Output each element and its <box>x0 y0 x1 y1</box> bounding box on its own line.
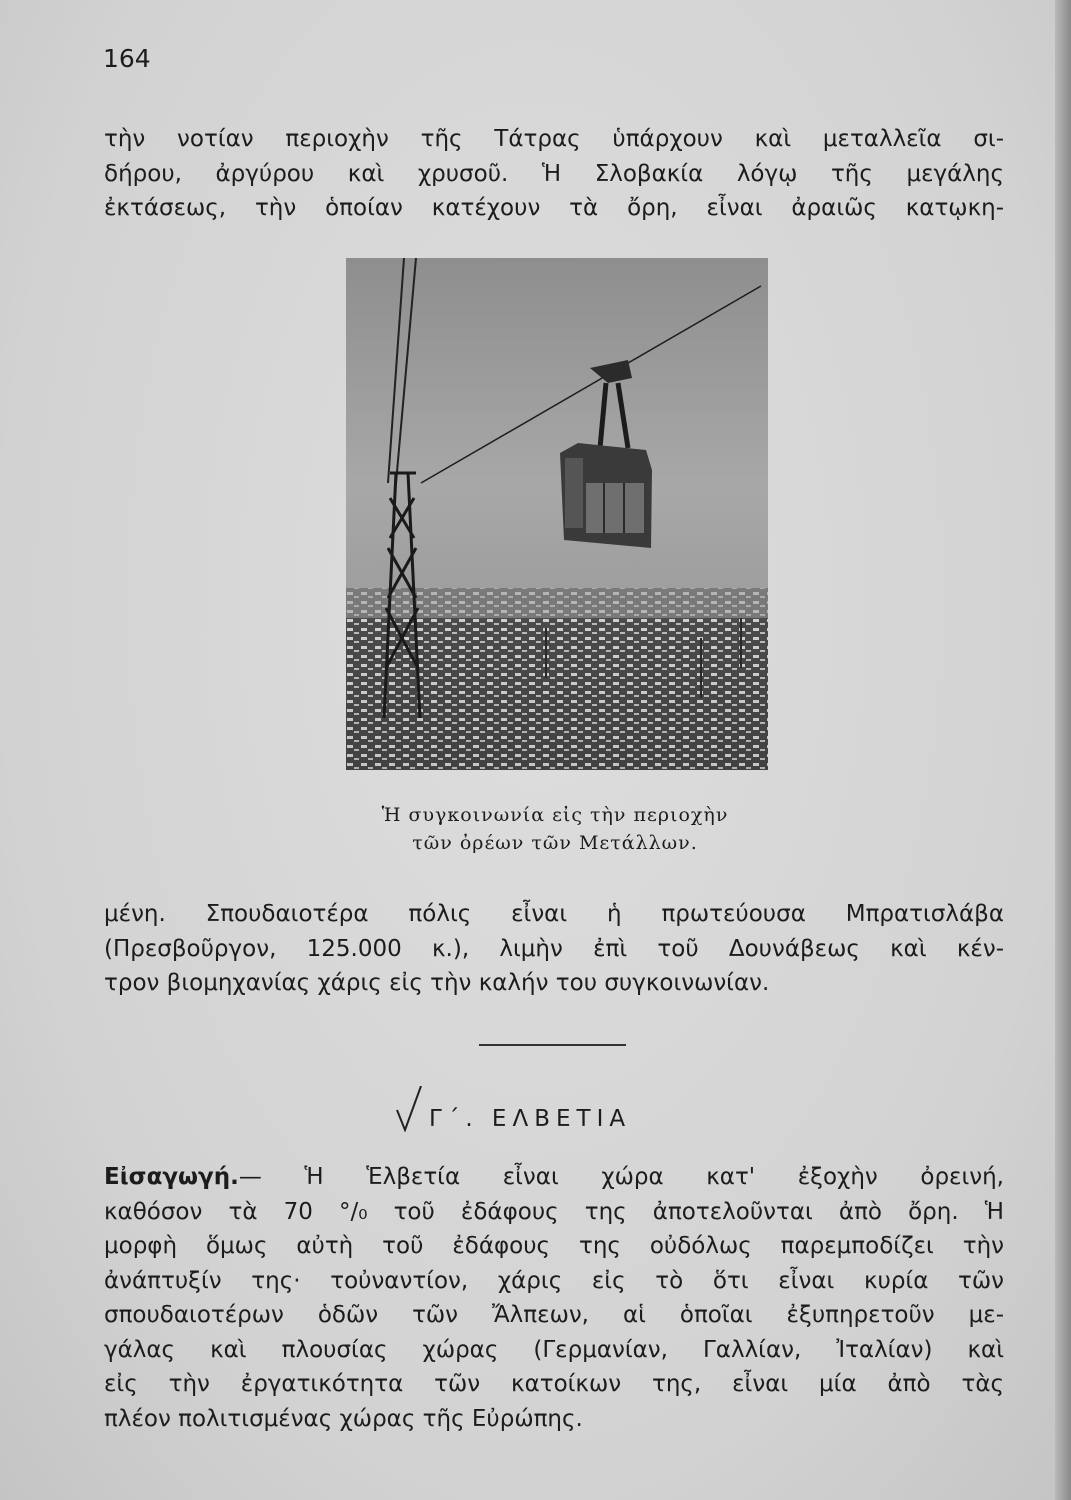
text-line <box>104 1160 1004 1195</box>
intro-lead: Εἰσαγωγή. <box>104 1164 239 1190</box>
intro-line-rest: — Ἡ Ἑλβετία εἶναι χώρα κατ' ἐξοχὴν ὀρεινή, <box>238 1164 1004 1190</box>
text-line: σπουδαιοτέρων ὁδῶν τῶν Ἄλπεων, αἱ ὁποῖαι ἐξυπηρετοῦν με- <box>104 1302 1004 1328</box>
text-line: τὴν νοτίαν περιοχὴν τῆς Τάτρας ὑπάρχουν καὶ μεταλλεῖα σι- <box>104 126 1004 152</box>
text-line: (Πρεσβοῦργον, 125.000 κ.), λιμὴν ἐπὶ τοῦ Δουνάβεως καὶ κέν- <box>104 935 1004 962</box>
text-line: ἀνάπτυξίν της· τοὐναντίον, χάρις εἰς τὸ ὅτι εἶναι κυρία τῶν <box>104 1267 1004 1294</box>
text-line: γάλας καὶ πλουσίας χώρας (Γερμανίαν, Γαλλίαν, Ἰταλίαν) καὶ <box>104 1336 1004 1363</box>
cable-car-illustration <box>346 258 768 770</box>
book-spine-shadow <box>1055 0 1071 1500</box>
cable-car-photo <box>346 258 768 770</box>
text-line: καθόσον τὰ 70 °/₀ τοῦ ἐδάφους της ἀποτελοῦνται ἀπὸ ὄρη. Ἡ <box>104 1198 1004 1225</box>
text-line: μορφὴ ὅμως αὐτὴ τοῦ ἐδάφους της οὐδόλως παρεμποδίζει τὴν <box>104 1233 1004 1259</box>
paragraph-switzerland <box>104 1160 1004 1436</box>
section-divider <box>479 1044 626 1046</box>
text-line: πλέον πολιτισμένας χώρας τῆς Εὐρώπης. <box>104 1405 583 1432</box>
caption-line-2: τῶν ὀρέων τῶν Μετάλλων. <box>412 832 698 854</box>
checkmark-icon <box>395 1086 423 1132</box>
section-title: Γ΄. ΕΛΒΕΤΙΑ <box>429 1106 632 1132</box>
text-line: δήρου, ἀργύρου καὶ χρυσοῦ. Ἡ Σλοβακία λόγῳ τῆς μεγάλης <box>104 160 1004 187</box>
paragraph-tatra <box>104 122 1004 226</box>
figure-caption <box>300 801 810 857</box>
paragraph-bratislava <box>104 897 1004 1001</box>
section-heading <box>395 1086 631 1132</box>
caption-line-1: Ἡ συγκοινωνία εἰς τὴν περιοχὴν <box>381 804 729 826</box>
text-line: μένη. Σπουδαιοτέρα πόλις εἶναι ἡ πρωτεύουσα Μπρατισλάβα <box>104 901 1004 927</box>
text-line: ἐκτάσεως, τὴν ὁποίαν κατέχουν τὰ ὄρη, εἶναι ἀραιῶς κατῳκη- <box>104 195 1004 221</box>
text-line: εἰς τὴν ἐργατικότητα τῶν κατοίκων της, εἶναι μία ἀπὸ τὰς <box>104 1371 1004 1397</box>
page-number: 164 <box>103 44 151 73</box>
text-line: τρον βιομηχανίας χάρις εἰς τὴν καλήν του συγκοινωνίαν. <box>104 970 770 996</box>
